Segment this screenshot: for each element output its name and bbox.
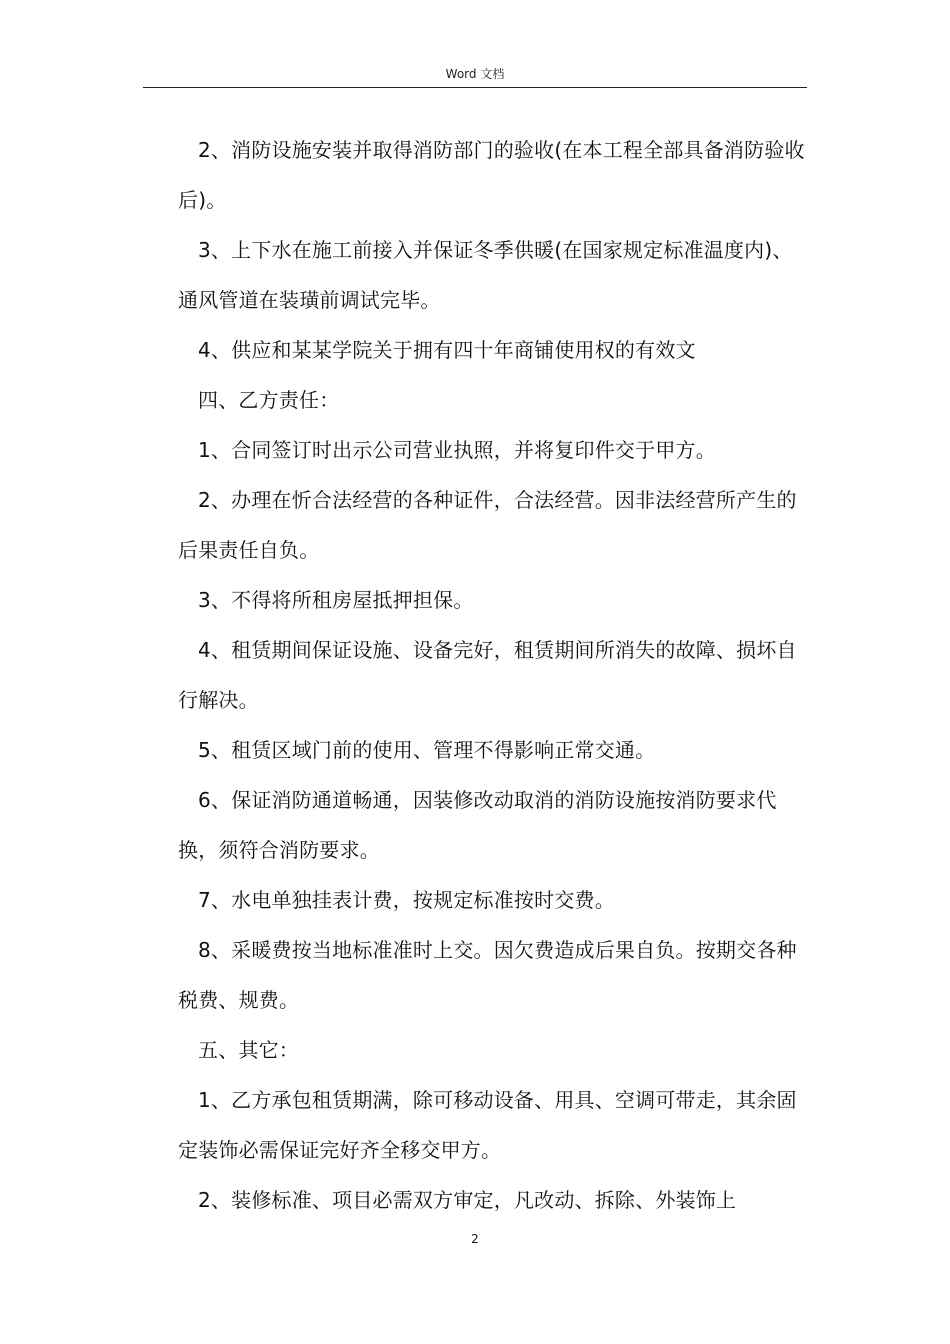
paragraph: 6、保证消防通道畅通，因装修改动取消的消防设施按消防要求代换，须符合消防要求。 bbox=[178, 788, 777, 862]
section-heading: 五、其它： bbox=[198, 1038, 299, 1062]
paragraph: 4、供应和某某学院关于拥有四十年商铺使用权的有效文 bbox=[198, 338, 696, 362]
paragraph: 2、消防设施安装并取得消防部门的验收(在本工程全部具备消防验收后)。 bbox=[178, 138, 805, 212]
document-body bbox=[178, 125, 810, 1225]
header-divider bbox=[143, 87, 807, 88]
paragraph: 8、采暖费按当地标准准时上交。因欠费造成后果自负。按期交各种税费、规费。 bbox=[178, 938, 797, 1012]
paragraph: 7、水电单独挂表计费，按规定标准按时交费。 bbox=[198, 888, 615, 912]
paragraph: 2、办理在忻合法经营的各种证件，合法经营。因非法经营所产生的后果责任自负。 bbox=[178, 488, 797, 562]
paragraph: 5、租赁区域门前的使用、管理不得影响正常交通。 bbox=[198, 738, 656, 762]
paragraph: 3、不得将所租房屋抵押担保。 bbox=[198, 588, 474, 612]
page-number: 2 bbox=[471, 1232, 479, 1246]
paragraph: 2、装修标准、项目必需双方审定，凡改动、拆除、外装饰上 bbox=[198, 1188, 737, 1212]
paragraph: 3、上下水在施工前接入并保证冬季供暖(在国家规定标准温度内)、通风管道在装璜前调试完毕。 bbox=[178, 238, 793, 312]
paragraph: 1、合同签订时出示公司营业执照，并将复印件交于甲方。 bbox=[198, 438, 716, 462]
section-heading: 四、乙方责任： bbox=[198, 388, 340, 412]
paragraph: 1、乙方承包租赁期满，除可移动设备、用具、空调可带走，其余固定装饰必需保证完好齐全移交甲方。 bbox=[178, 1088, 797, 1162]
page-header: Word 文档 bbox=[445, 67, 505, 81]
paragraph: 4、租赁期间保证设施、设备完好，租赁期间所消失的故障、损坏自行解决。 bbox=[178, 638, 797, 712]
